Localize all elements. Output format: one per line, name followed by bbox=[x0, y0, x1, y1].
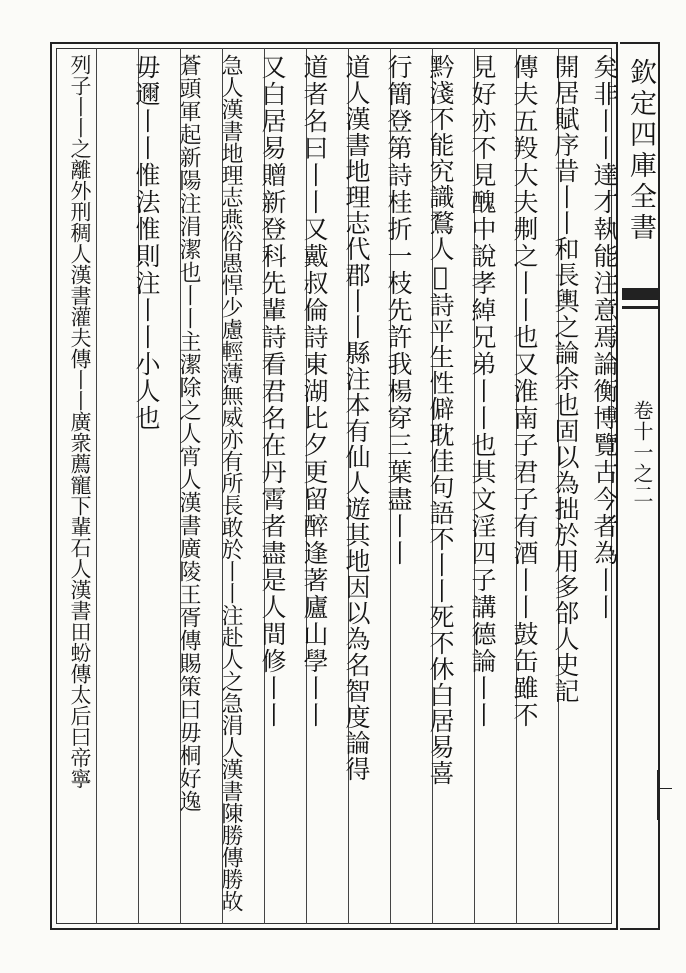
text-column-11: 蒼頭軍起新陽注涓潔也丨丨主潔除之人宵人漢書廣陵王胥傳賜策曰毋桐好逸 bbox=[176, 54, 201, 813]
volume-label: 卷十一之二 bbox=[630, 400, 654, 505]
text-column-13: 列子丨丨之離外刑稠人漢書灌夫傳丨丨廣衆薦寵下輩石人漢書田蚡傳太后曰帝寧 bbox=[68, 54, 92, 789]
text-column-1: 矣非丨丨達才執能注意焉論衡博覽古今者為丨丨 bbox=[590, 54, 619, 621]
text-column-5: 黔淺不能究識鶩人𥘿詩平生性僻耽佳句語不丨丨死不休白居易喜 bbox=[426, 54, 455, 786]
margin-tick-vertical bbox=[657, 770, 658, 820]
text-column-8: 道者名曰丨丨又戴叔倫詩東湖比夕更留醉逢著廬山學丨丨 bbox=[300, 54, 329, 729]
text-column-9: 又白居易贈新登科先輩詩看君名在丹霄者盡是人間修丨丨 bbox=[258, 54, 287, 729]
text-column-3: 傳夫五羖大夫刜之丨丨也又淮南子君子有酒丨丨鼓缶雖不 bbox=[510, 54, 539, 729]
text-column-7: 道人漢書地理志代郡丨丨縣注本有仙人遊其地因以為名智度論得 bbox=[342, 54, 371, 782]
text-column-2: 開居賦序昔丨丨和長輿之論余也固以為拙於用多郃人史記 bbox=[551, 54, 580, 704]
library-title: 欽定四庫全書 bbox=[625, 58, 656, 244]
text-column-4: 見好亦不見醜中說孝綽兄弟丨丨也其文淫四子講德論丨丨 bbox=[468, 54, 497, 729]
margin-tick bbox=[658, 788, 672, 789]
fishtail-line bbox=[622, 306, 658, 309]
text-column-10: 急人漢書地理志燕俗愚悍少慮輕薄無威亦有所長敢於丨丨注赴人之急涓人漢書陳勝傳勝故 bbox=[218, 54, 243, 912]
fishtail-mark bbox=[622, 288, 658, 300]
text-column-6: 行簡登第詩桂折一枝先許我楊穿三葉盡丨丨 bbox=[384, 54, 413, 567]
text-column-12: 毋邇丨丨惟法惟則注丨丨小人也 bbox=[132, 54, 161, 432]
